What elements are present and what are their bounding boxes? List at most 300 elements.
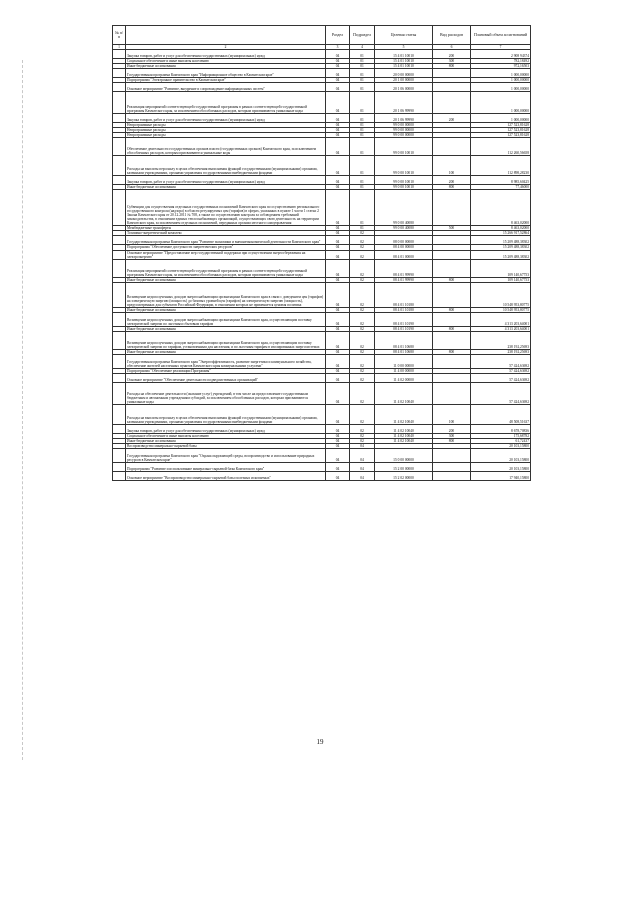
row-expense-type-cell xyxy=(433,382,471,404)
row-target-cell: 20 0 00 00000 xyxy=(375,69,433,78)
row-amount-cell: 15 209 488,38302 xyxy=(471,245,531,250)
row-name-cell: Непрограммные расходы xyxy=(126,128,326,133)
row-subsection-cell: 01 xyxy=(350,185,375,190)
row-subsection-cell: 02 xyxy=(350,349,375,354)
row-expense-type-cell: 500 xyxy=(433,226,471,231)
row-amount-cell: 1 000,00000 xyxy=(471,69,531,78)
row-name-cell: Возмещение недополученных доходов энергоснабжающим организациям Камчатского края в связи с доведением цен (тарифов) на электрическую энергию (мощность) до базовых уровней цен (тарифов) на электрическую энергию (мощность), предусмотренных для субъектов Российской Федерации, в отношении которых не применяется ценовая политика xyxy=(126,282,326,307)
row-expense-type-cell: 800 xyxy=(433,326,471,331)
row-section-cell: 04 xyxy=(326,349,350,354)
row-name-cell: Воспроизводство минерально-сырьевой базы xyxy=(126,443,326,448)
column-number: 5 xyxy=(375,45,433,50)
row-name-cell: Возмещение недополученных доходов энергоснабжающим организациям Камчатского края, осуществляющим поставку электрической энергии по тарифам, установленным для населения, и по льготным тарифам в изолированных энергосистемах xyxy=(126,331,326,349)
row-name-cell: Закупка товаров, работ и услуг для обеспечения государственных (муниципальных) нужд xyxy=(126,50,326,59)
row-number-cell xyxy=(113,176,126,185)
table-row xyxy=(113,259,531,277)
row-target-cell: 11 4 02 10040 xyxy=(375,404,433,424)
page-number: 19 xyxy=(316,738,324,746)
row-subsection-cell: 01 xyxy=(350,69,375,78)
row-amount-cell: 8 463,02000 xyxy=(471,226,531,231)
row-amount-cell: 8 985,60425 xyxy=(471,176,531,185)
row-section-cell: 04 xyxy=(326,282,350,307)
row-target-cell: 08 4 01 10190 xyxy=(375,312,433,326)
row-name-cell: Непрограммные расходы xyxy=(126,133,326,138)
row-amount-cell: 17 940,15800 xyxy=(471,471,531,480)
header-name xyxy=(126,26,326,45)
row-name-cell: Иные бюджетные ассигнования xyxy=(126,438,326,443)
row-target-cell: 20 1 06 99990 xyxy=(375,114,433,123)
column-number: 4 xyxy=(350,45,375,50)
row-expense-type-cell: 800 xyxy=(433,185,471,190)
row-target-cell: 99 0 00 00000 xyxy=(375,123,433,128)
row-target-cell: 99 0 00 10010 xyxy=(375,176,433,185)
row-number-cell xyxy=(113,83,126,92)
row-section-cell: 04 xyxy=(326,78,350,83)
row-section-cell: 04 xyxy=(326,231,350,236)
row-subsection-cell: 01 xyxy=(350,190,375,226)
row-amount-cell: 127 523,81628 xyxy=(471,133,531,138)
column-number: 7 xyxy=(471,45,531,50)
header-number: № п/п xyxy=(113,26,126,45)
row-expense-type-cell: 800 xyxy=(433,307,471,312)
row-name-cell: Государственная программа Камчатского края "Развитие экономики и внешнеэкономической деятельности Камчатского края" xyxy=(126,236,326,245)
row-expense-type-cell xyxy=(433,69,471,78)
row-subsection-cell: 01 xyxy=(350,123,375,128)
row-subsection-cell: 02 xyxy=(350,250,375,259)
row-name-cell: Иные бюджетные ассигнования xyxy=(126,185,326,190)
row-number-cell xyxy=(113,373,126,382)
column-number: 2 xyxy=(126,45,326,50)
row-subsection-cell: 01 xyxy=(350,83,375,92)
table-row xyxy=(113,83,531,92)
row-number-cell xyxy=(113,462,126,471)
row-section-cell: 04 xyxy=(326,382,350,404)
row-name-cell: Реализация мероприятий соответствующей государственной программы в рамках соответствующей государственной программы Камчатского края, за исключением обособленных расходов, которым присваиваются уникальные коды xyxy=(126,92,326,114)
row-name-cell: Закупка товаров, работ и услуг для обеспечения государственных (муниципальных) нужд xyxy=(126,176,326,185)
row-number-cell xyxy=(113,312,126,326)
row-target-cell: 20 1 00 00000 xyxy=(375,78,433,83)
row-amount-cell: 4 313 203,64001 xyxy=(471,326,531,331)
row-section-cell: 04 xyxy=(326,307,350,312)
row-section-cell: 04 xyxy=(326,312,350,326)
row-subsection-cell: 04 xyxy=(350,448,375,462)
row-expense-type-cell: 800 xyxy=(433,277,471,282)
column-number: 6 xyxy=(433,45,471,50)
row-name-cell: Расходы на выплаты персоналу в целях обеспечения выполнения функций государственными (муниципальными) органами, казенными учреждениями, органами управления государственными внебюджетными фондами xyxy=(126,156,326,176)
row-target-cell: 15 4 01 10010 xyxy=(375,50,433,59)
scan-margin-line xyxy=(22,60,24,760)
row-section-cell: 04 xyxy=(326,83,350,92)
row-name-cell: Государственная программа Камчатского края "Энергоэффективность, развитие энергетики и коммунального хозяйства, обеспечение жителей населенных пунктов Камчатского края коммунальными услугами" xyxy=(126,354,326,368)
row-target-cell: 20 1 06 99990 xyxy=(375,92,433,114)
row-target-cell: 08 4 01 99990 xyxy=(375,259,433,277)
row-subsection-cell: 02 xyxy=(350,382,375,404)
row-subsection-cell: 01 xyxy=(350,64,375,69)
row-number-cell xyxy=(113,448,126,462)
row-subsection-cell: 04 xyxy=(350,471,375,480)
table-row xyxy=(113,424,531,433)
row-name-cell: Иные бюджетные ассигнования xyxy=(126,64,326,69)
row-amount-cell: 8 463,02000 xyxy=(471,190,531,226)
row-subsection-cell: 02 xyxy=(350,282,375,307)
table-row xyxy=(113,114,531,123)
row-name-cell: Подпрограмма "Развитие и использование минерально-сырьевой базы Камчатского края" xyxy=(126,462,326,471)
row-amount-cell: 61,72437 xyxy=(471,438,531,443)
row-amount-cell: 8 678,70836 xyxy=(471,424,531,433)
row-section-cell: 04 xyxy=(326,236,350,245)
row-target-cell: 15 2 00 00000 xyxy=(375,462,433,471)
table-row xyxy=(113,176,531,185)
row-target-cell: 99 0 00 40080 xyxy=(375,226,433,231)
table-row xyxy=(113,69,531,78)
row-name-cell: Расходы на обеспечение деятельности (оказание услуг) учреждений, в том числе на предоставление государственным бюджетным и автономным учреждениям субсидий, за исключением обособленных расходов, которым присваиваются уникальные коды xyxy=(126,382,326,404)
row-subsection-cell: 02 xyxy=(350,331,375,349)
row-target-cell: 08 4 01 10190 xyxy=(375,326,433,331)
row-amount-cell: 20 103,15800 xyxy=(471,448,531,462)
row-target-cell: 99 0 00 10010 xyxy=(375,138,433,156)
row-amount-cell: 1 000,00000 xyxy=(471,92,531,114)
row-number-cell xyxy=(113,190,126,226)
row-number-cell xyxy=(113,382,126,404)
row-number-cell xyxy=(113,114,126,123)
row-name-cell: Подпрограмма "Обеспечение доступности энергетических ресурсов" xyxy=(126,245,326,250)
table-row xyxy=(113,448,531,462)
row-section-cell: 04 xyxy=(326,176,350,185)
row-name-cell: Иные бюджетные ассигнования xyxy=(126,326,326,331)
row-section-cell: 04 xyxy=(326,404,350,424)
row-section-cell: 04 xyxy=(326,133,350,138)
row-target-cell: 08 4 01 10680 xyxy=(375,331,433,349)
row-number-cell xyxy=(113,69,126,78)
row-expense-type-cell xyxy=(433,83,471,92)
row-name-cell: Основное мероприятие "Предоставление мер государственной поддержки при осуществлении энергосбережения на электроэнергию" xyxy=(126,250,326,259)
row-amount-cell: 109 140,67753 xyxy=(471,259,531,277)
row-subsection-cell: 02 xyxy=(350,259,375,277)
row-amount-cell: 175,68782 xyxy=(471,433,531,438)
row-section-cell: 04 xyxy=(326,245,350,250)
row-name-cell: Закупка товаров, работ и услуг для обеспечения государственных (муниципальных) нужд xyxy=(126,424,326,433)
table-row xyxy=(113,354,531,368)
row-expense-type-cell xyxy=(433,354,471,368)
row-subsection-cell: 02 xyxy=(350,231,375,236)
table-body xyxy=(113,50,531,481)
table-row xyxy=(113,312,531,326)
table-row xyxy=(113,404,531,424)
row-subsection-cell: 02 xyxy=(350,307,375,312)
row-number-cell xyxy=(113,259,126,277)
header-target: Целевая статья xyxy=(375,26,433,45)
row-name-cell: Субвенции для осуществления отдельных государственных полномочий Камчатского края по осуществлению регионального государственного контроля (надзора) в области регулируемых цен (тарифов) в сферах, указанных в пункте 1 части 1 статьи 2 Закона Камчатского края от 20.12.2011 № 708, а также по осуществлению контроля за соблюдением требований законодательства, в отношении единых теплоснабжающих организаций, осуществляющих свою деятельность на территории Камчатского края, за исключением отдельных полномочий, переданных органам местного самоуправления xyxy=(126,190,326,226)
row-amount-cell: 238 192,25693 xyxy=(471,349,531,354)
row-name-cell: Расходы на выплаты персоналу в целях обеспечения выполнения функций государственными (муниципальными) органами, казенными учреждениями, органами управления государственными внебюджетными фондами xyxy=(126,404,326,424)
row-section-cell: 04 xyxy=(326,128,350,133)
row-expense-type-cell xyxy=(433,462,471,471)
row-section-cell: 04 xyxy=(326,433,350,438)
row-number-cell xyxy=(113,331,126,349)
row-amount-cell: 48 508,51637 xyxy=(471,404,531,424)
row-section-cell: 04 xyxy=(326,250,350,259)
row-expense-type-cell xyxy=(433,190,471,226)
row-target-cell: 99 0 00 10010 xyxy=(375,185,433,190)
row-section-cell: 04 xyxy=(326,226,350,231)
row-target-cell: 08 4 01 10680 xyxy=(375,349,433,354)
row-subsection-cell: 01 xyxy=(350,114,375,123)
row-name-cell: Непрограммные расходы xyxy=(126,123,326,128)
row-section-cell: 04 xyxy=(326,69,350,78)
row-name-cell: Межбюджетные трансферты xyxy=(126,226,326,231)
row-expense-type-cell: 800 xyxy=(433,64,471,69)
row-section-cell: 04 xyxy=(326,138,350,156)
row-expense-type-cell: 800 xyxy=(433,438,471,443)
row-expense-type-cell: 100 xyxy=(433,156,471,176)
row-amount-cell: 2 908 94374 xyxy=(471,50,531,59)
row-target-cell: 99 0 00 00000 xyxy=(375,133,433,138)
row-amount-cell: 20 103,15800 xyxy=(471,443,531,448)
row-target-cell: 15 4 01 10010 xyxy=(375,64,433,69)
header-subsection: Подраздел xyxy=(350,26,375,45)
row-amount-cell: 15 266 917,52864 xyxy=(471,231,531,236)
row-name-cell: Социальное обеспечение и иные выплаты населению xyxy=(126,433,326,438)
row-subsection-cell: 01 xyxy=(350,133,375,138)
row-expense-type-cell: 100 xyxy=(433,404,471,424)
row-section-cell: 04 xyxy=(326,448,350,462)
row-target-cell: 11 0 00 00000 xyxy=(375,354,433,368)
row-target-cell: 11 4 02 10040 xyxy=(375,438,433,443)
row-expense-type-cell xyxy=(433,373,471,382)
row-amount-cell: 782,18492 xyxy=(471,59,531,64)
row-number-cell xyxy=(113,156,126,176)
row-subsection-cell: 02 xyxy=(350,312,375,326)
row-target-cell: 20 1 06 00000 xyxy=(375,83,433,92)
row-amount-cell: 57 424,63692 xyxy=(471,368,531,373)
row-section-cell: 04 xyxy=(326,64,350,69)
row-subsection-cell: 01 xyxy=(350,128,375,133)
row-number-cell xyxy=(113,354,126,368)
row-subsection-cell: 01 xyxy=(350,78,375,83)
row-name-cell: Иные бюджетные ассигнования xyxy=(126,349,326,354)
row-amount-cell: 1 000,00000 xyxy=(471,83,531,92)
row-name-cell: Иные бюджетные ассигнования xyxy=(126,277,326,282)
table-row xyxy=(113,462,531,471)
row-subsection-cell: 02 xyxy=(350,236,375,245)
row-amount-cell: 57 424,63692 xyxy=(471,382,531,404)
row-name-cell: Подпрограмма "Электронное правительство в Камчатском крае" xyxy=(126,78,326,83)
row-amount-cell: 10 548 953,80775 xyxy=(471,307,531,312)
row-subsection-cell: 02 xyxy=(350,404,375,424)
table-row xyxy=(113,471,531,480)
table-row xyxy=(113,382,531,404)
row-number-cell xyxy=(113,138,126,156)
row-target-cell: 99 0 00 00000 xyxy=(375,128,433,133)
row-target-cell: 08 4 00 00000 xyxy=(375,245,433,250)
row-subsection-cell: 01 xyxy=(350,92,375,114)
row-target-cell: 08 4 01 00000 xyxy=(375,250,433,259)
row-name-cell: Основное мероприятие "Обеспечение деятельности подведомственных организаций" xyxy=(126,373,326,382)
row-subsection-cell: 02 xyxy=(350,326,375,331)
header-expense-type: Вид расходов xyxy=(433,26,471,45)
row-target-cell: 11 4 02 10040 xyxy=(375,433,433,438)
table-header-row xyxy=(113,26,531,45)
row-subsection-cell: 01 xyxy=(350,226,375,231)
row-name-cell: Обеспечение деятельности государственных органов власти (государственных органов) Камчатского края, за исключением обособленных расходов, которым присваиваются уникальные коды xyxy=(126,138,326,156)
column-number: 3 xyxy=(326,45,350,50)
row-section-cell: 04 xyxy=(326,259,350,277)
row-expense-type-cell xyxy=(433,236,471,245)
row-name-cell: Основное мероприятие "Воспроизводство минерально-сырьевой базы полезных ископаемых" xyxy=(126,471,326,480)
row-number-cell xyxy=(113,250,126,259)
row-section-cell: 04 xyxy=(326,368,350,373)
row-target-cell: 08 4 01 99990 xyxy=(375,277,433,282)
row-expense-type-cell: 300 xyxy=(433,433,471,438)
row-number-cell xyxy=(113,92,126,114)
row-target-cell: 11 4 02 00000 xyxy=(375,373,433,382)
row-expense-type-cell: 200 xyxy=(433,114,471,123)
row-section-cell: 04 xyxy=(326,354,350,368)
row-expense-type-cell xyxy=(433,331,471,349)
row-target-cell: 15 4 01 10010 xyxy=(375,59,433,64)
row-name-cell: Реализация мероприятий соответствующей государственной программы в рамках соответствующей государственной программы Камчатского края, за исключением обособленных расходов, которым присваиваются уникальные коды xyxy=(126,259,326,277)
row-amount-cell: 109 140,67753 xyxy=(471,277,531,282)
row-amount-cell: 112 260,56658 xyxy=(471,138,531,156)
row-target-cell: 11 4 00 00000 xyxy=(375,368,433,373)
row-expense-type-cell xyxy=(433,138,471,156)
row-amount-cell: 127 523,81628 xyxy=(471,128,531,133)
row-section-cell: 04 xyxy=(326,190,350,226)
row-target-cell: 15 2 02 00000 xyxy=(375,471,433,480)
table-row xyxy=(113,250,531,259)
row-expense-type-cell: 800 xyxy=(433,349,471,354)
row-target-cell: 99 0 00 10010 xyxy=(375,156,433,176)
row-expense-type-cell xyxy=(433,471,471,480)
table-row xyxy=(113,92,531,114)
row-section-cell: 04 xyxy=(326,114,350,123)
row-section-cell: 04 xyxy=(326,92,350,114)
row-expense-type-cell xyxy=(433,250,471,259)
row-section-cell: 04 xyxy=(326,373,350,382)
row-name-cell: Топливно-энергетический комплекс xyxy=(126,231,326,236)
row-section-cell: 04 xyxy=(326,156,350,176)
row-expense-type-cell: 200 xyxy=(433,176,471,185)
column-number: 1 xyxy=(113,45,126,50)
row-amount-cell: 1 000,00000 xyxy=(471,114,531,123)
row-amount-cell: 15 209 488,38302 xyxy=(471,250,531,259)
row-subsection-cell: 01 xyxy=(350,59,375,64)
row-subsection-cell: 02 xyxy=(350,373,375,382)
row-section-cell: 04 xyxy=(326,471,350,480)
row-expense-type-cell: 300 xyxy=(433,59,471,64)
row-subsection-cell: 04 xyxy=(350,443,375,448)
row-subsection-cell: 04 xyxy=(350,462,375,471)
row-section-cell: 04 xyxy=(326,277,350,282)
row-number-cell xyxy=(113,471,126,480)
row-amount-cell: 57 424,63692 xyxy=(471,354,531,368)
row-expense-type-cell xyxy=(433,92,471,114)
row-amount-cell: 15 209 488,38302 xyxy=(471,236,531,245)
row-amount-cell: 972,16503 xyxy=(471,64,531,69)
header-section: Раздел xyxy=(326,26,350,45)
row-name-cell: Государственная программа Камчатского края "Информационное общество в Камчатском крае" xyxy=(126,69,326,78)
row-expense-type-cell xyxy=(433,282,471,307)
table-row xyxy=(113,236,531,245)
row-number-cell xyxy=(113,282,126,307)
row-name-cell: Иные бюджетные ассигнования xyxy=(126,307,326,312)
row-amount-cell: 77,46000 xyxy=(471,185,531,190)
table-row xyxy=(113,331,531,349)
row-section-cell: 04 xyxy=(326,331,350,349)
budget-allocation-table xyxy=(112,25,531,481)
row-target-cell: 08 0 00 00000 xyxy=(375,236,433,245)
row-expense-type-cell: 200 xyxy=(433,424,471,433)
row-subsection-cell: 01 xyxy=(350,176,375,185)
row-amount-cell: 4 313 203,64001 xyxy=(471,312,531,326)
row-name-cell: Возмещение недополученных доходов энергоснабжающим организациям Камчатского края, осуществляющим поставку электрической энергии по льготным сбытовым тарифам xyxy=(126,312,326,326)
row-amount-cell: 112 898,28230 xyxy=(471,156,531,176)
row-subsection-cell: 02 xyxy=(350,424,375,433)
row-expense-type-cell xyxy=(433,312,471,326)
table-row xyxy=(113,190,531,226)
row-subsection-cell: 01 xyxy=(350,138,375,156)
row-expense-type-cell: 200 xyxy=(433,50,471,59)
row-name-cell: Подпрограмма "Обеспечение реализации Программы" xyxy=(126,368,326,373)
row-name-cell: Основное мероприятие "Развитие, внедрение и сопровождение информационных систем" xyxy=(126,83,326,92)
row-expense-type-cell xyxy=(433,448,471,462)
row-subsection-cell: 02 xyxy=(350,438,375,443)
row-section-cell: 04 xyxy=(326,50,350,59)
row-subsection-cell: 02 xyxy=(350,354,375,368)
row-section-cell: 04 xyxy=(326,424,350,433)
row-expense-type-cell xyxy=(433,259,471,277)
row-section-cell: 04 xyxy=(326,438,350,443)
row-subsection-cell: 02 xyxy=(350,368,375,373)
row-section-cell: 04 xyxy=(326,123,350,128)
row-amount-cell: 1 000,00000 xyxy=(471,78,531,83)
row-section-cell: 04 xyxy=(326,59,350,64)
row-target-cell: 08 4 01 10180 xyxy=(375,307,433,312)
row-target-cell: 99 0 00 40080 xyxy=(375,190,433,226)
row-name-cell: Социальное обеспечение и иные выплаты населению xyxy=(126,59,326,64)
row-name-cell: Закупка товаров, работ и услуг для обеспечения государственных (муниципальных) нужд xyxy=(126,114,326,123)
row-amount-cell: 238 192,25693 xyxy=(471,331,531,349)
row-number-cell xyxy=(113,404,126,424)
row-section-cell: 04 xyxy=(326,462,350,471)
table-row xyxy=(113,138,531,156)
row-amount-cell: 20 103,15800 xyxy=(471,462,531,471)
table-row xyxy=(113,282,531,307)
row-section-cell: 04 xyxy=(326,185,350,190)
row-subsection-cell: 02 xyxy=(350,245,375,250)
table-row xyxy=(113,373,531,382)
row-target-cell: 11 4 02 10040 xyxy=(375,382,433,404)
row-target-cell: 15 0 00 00000 xyxy=(375,448,433,462)
row-number-cell xyxy=(113,236,126,245)
row-amount-cell: 127 523,81628 xyxy=(471,123,531,128)
header-volume: Плановый объем ассигнований xyxy=(471,26,531,45)
row-subsection-cell: 01 xyxy=(350,156,375,176)
row-number-cell xyxy=(113,424,126,433)
row-section-cell: 04 xyxy=(326,326,350,331)
table-row xyxy=(113,156,531,176)
row-subsection-cell: 01 xyxy=(350,50,375,59)
row-target-cell: 11 4 02 10040 xyxy=(375,424,433,433)
table-row xyxy=(113,50,531,59)
row-amount-cell: 57 424,63692 xyxy=(471,373,531,382)
row-amount-cell: 10 548 953,80775 xyxy=(471,282,531,307)
row-number-cell xyxy=(113,50,126,59)
row-section-cell: 04 xyxy=(326,443,350,448)
row-subsection-cell: 02 xyxy=(350,277,375,282)
row-name-cell: Государственная программа Камчатского края "Охрана окружающей среды, воспроизводство и использование природных ресурсов в Камчатском крае" xyxy=(126,448,326,462)
row-subsection-cell: 02 xyxy=(350,433,375,438)
